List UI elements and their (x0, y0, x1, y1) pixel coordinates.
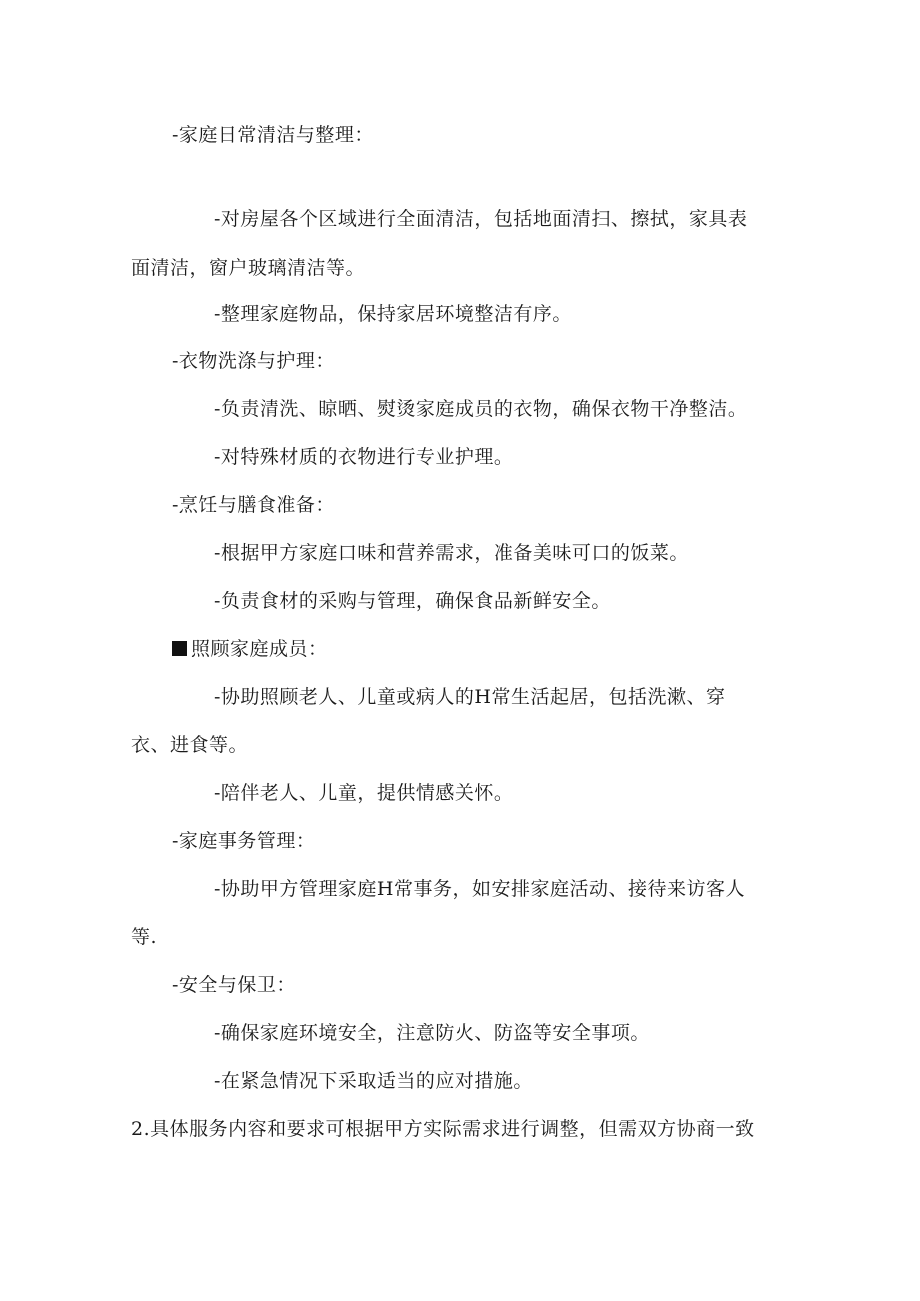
list-item-cooking-1: -根据甲方家庭口味和营养需求，准备美味可口的饭菜。 (214, 542, 689, 564)
list-item-cleaning-1: -对房屋各个区域进行全面清洁，包括地面清扫、擦拭，家具表 (214, 208, 748, 230)
list-item-cleaning-1-continued: 面清洁，窗户玻璃清洁等。 (131, 257, 366, 279)
section-heading-laundry: -衣物洗涤与护理： (172, 350, 335, 372)
list-item-household-affairs-1-continued: 等. (131, 926, 158, 948)
list-item-laundry-1: -负责清洗、晾晒、熨烫家庭成员的衣物，确保衣物干净整洁。 (214, 398, 748, 420)
list-item-caregiving-1-continued: 衣、进食等。 (131, 734, 249, 756)
list-item-laundry-2: -对特殊材质的衣物进行专业护理。 (214, 446, 514, 468)
list-item-security-2: -在紧急情况下采取适当的应对措施。 (214, 1070, 533, 1092)
section-heading-cooking: -烹饪与膳食准备： (172, 494, 335, 516)
list-item-security-1: -确保家庭环境安全，注意防火、防盗等安全事项。 (214, 1022, 650, 1044)
section-heading-cleaning: -家庭日常清洁与整理： (172, 124, 374, 146)
section-heading-security: -安全与保卫： (172, 974, 296, 996)
list-item-cooking-2: -负责食材的采购与管理，确保食品新鲜安全。 (214, 590, 611, 612)
square-bullet-icon (172, 641, 187, 656)
list-item-caregiving-2: -陪伴老人、儿童，提供情感关怀。 (214, 782, 514, 804)
section-heading-caregiving (172, 637, 328, 661)
section-heading-household-affairs: -家庭事务管理： (172, 830, 316, 852)
list-item-caregiving-1: -协助照顾老人、儿童或病人的H常生活起居，包括洗漱、穿 (214, 686, 726, 708)
list-item-cleaning-2: -整理家庭物品，保持家居环境整洁有序。 (214, 303, 572, 325)
numbered-clause-2: 2.具体服务内容和要求可根据甲方实际需求进行调整，但需双方协商一致 (131, 1118, 755, 1140)
section-heading-caregiving-label: 照顾家庭成员： (191, 638, 328, 660)
list-item-household-affairs-1: -协助甲方管理家庭H常事务，如安排家庭活动、接待来访客人 (214, 878, 745, 900)
